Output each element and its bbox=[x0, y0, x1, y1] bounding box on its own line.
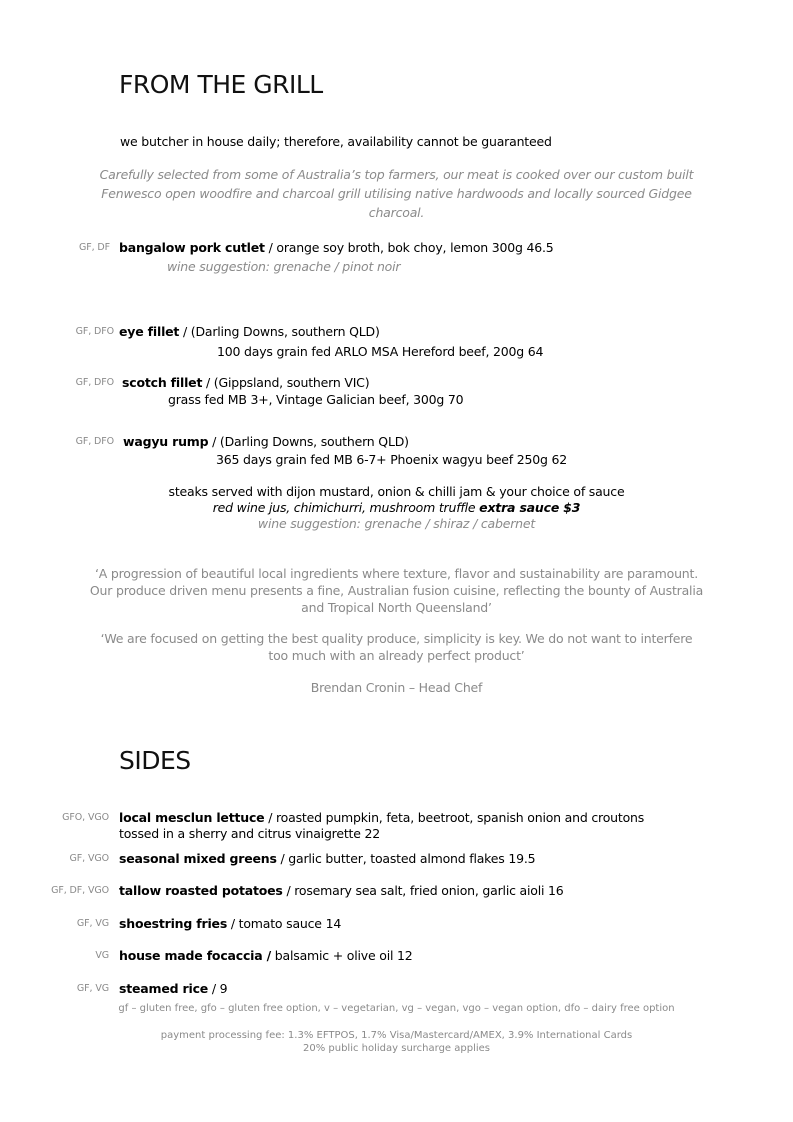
grill-intro bbox=[40, 165, 753, 222]
steaks-note: steaks served with dijon mustard, onion & chilli jam & your choice of sauce bbox=[168, 484, 625, 499]
item-name: bangalow pork cutlet bbox=[119, 240, 265, 255]
menu-item-scotch-fillet bbox=[122, 375, 369, 390]
item-detail: tossed in a sherry and citrus vinaigrette 22 bbox=[119, 826, 380, 841]
item-name: tallow roasted potatoes bbox=[119, 883, 283, 898]
wine-suggestion: wine suggestion: grenache / shiraz / cabernet bbox=[257, 516, 536, 531]
item-name: steamed rice bbox=[119, 981, 209, 996]
dietary-tag: GF, VGO bbox=[69, 853, 109, 864]
holiday-surcharge-note: 20% public holiday surcharge applies bbox=[302, 1043, 491, 1054]
grill-intro-line: charcoal. bbox=[368, 205, 425, 220]
dietary-tag: GF, DFO bbox=[75, 436, 114, 447]
item-name: house made focaccia / bbox=[119, 948, 272, 963]
item-desc: / garlic butter, toasted almond flakes 19.5 bbox=[276, 851, 536, 866]
menu-item-mesclun-lettuce bbox=[119, 810, 644, 825]
item-desc: balsamic + olive oil 12 bbox=[271, 948, 413, 963]
menu-item-pork-cutlet bbox=[119, 240, 554, 255]
dietary-tag: GF, DFO bbox=[75, 326, 114, 337]
item-name: eye fillet bbox=[119, 324, 180, 339]
extra-sauce-price: extra sauce $3 bbox=[479, 500, 581, 515]
item-name: local mesclun lettuce bbox=[119, 810, 265, 825]
dietary-tag: GF, VG bbox=[76, 918, 109, 929]
menu-item-eye-fillet bbox=[119, 324, 380, 339]
item-desc: / orange soy broth, bok choy, lemon 300g 46.5 bbox=[264, 240, 554, 255]
dietary-tag: GF, DFO bbox=[75, 377, 114, 388]
menu-item-mixed-greens bbox=[119, 851, 535, 866]
item-detail: 365 days grain fed MB 6-7+ Phoenix wagyu beef 250g 62 bbox=[216, 452, 568, 467]
menu-item-shoestring-fries bbox=[119, 916, 341, 931]
menu-item-focaccia bbox=[119, 948, 413, 963]
item-desc: / (Darling Downs, southern QLD) bbox=[208, 434, 409, 449]
chef-quote-1 bbox=[40, 565, 753, 616]
dietary-tag: GF, VG bbox=[76, 983, 109, 994]
sauce-list: red wine jus, chimichurri, mushroom truffle bbox=[212, 500, 480, 515]
chef-quote-2 bbox=[40, 630, 753, 664]
item-detail: grass fed MB 3+, Vintage Galician beef, 300g 70 bbox=[168, 392, 464, 407]
dietary-tag: GF, DF, VGO bbox=[51, 885, 109, 896]
wine-suggestion: wine suggestion: grenache / pinot noir bbox=[167, 259, 401, 274]
item-desc: / (Darling Downs, southern QLD) bbox=[179, 324, 380, 339]
item-desc: / (Gippsland, southern VIC) bbox=[202, 375, 370, 390]
grill-intro-line: Fenwesco open woodfire and charcoal grill utilising native hardwoods and locally sourced Gidgee bbox=[101, 186, 692, 201]
quote-line: and Tropical North Queensland’ bbox=[301, 600, 492, 615]
sides-heading: SIDES bbox=[119, 746, 191, 775]
item-detail: 100 days grain fed ARLO MSA Hereford beef, 200g 64 bbox=[217, 344, 544, 359]
quote-line: ‘A progression of beautiful local ingredients where texture, flavor and sustainability are paramount. bbox=[95, 566, 698, 581]
quote-line: ‘We are focused on getting the best quality produce, simplicity is key. We do not want to interfere bbox=[100, 631, 693, 646]
menu-item-wagyu-rump bbox=[123, 434, 409, 449]
dietary-tag: GF, DF bbox=[78, 242, 110, 253]
item-desc: / tomato sauce 14 bbox=[227, 916, 342, 931]
chef-signature: Brendan Cronin – Head Chef bbox=[310, 680, 483, 695]
item-desc: / rosemary sea salt, fried onion, garlic aioli 16 bbox=[282, 883, 564, 898]
dietary-legend: gf – gluten free, gfo – gluten free option, v – vegetarian, vg – vegan, vgo – vegan option, dfo – dairy free option bbox=[118, 1003, 675, 1014]
quote-line: too much with an already perfect product’ bbox=[268, 648, 525, 663]
item-desc: / 9 bbox=[208, 981, 228, 996]
item-desc: / roasted pumpkin, feta, beetroot, spanish onion and croutons bbox=[264, 810, 645, 825]
grill-tagline: we butcher in house daily; therefore, availability cannot be guaranteed bbox=[120, 134, 552, 149]
quote-line: Our produce driven menu presents a fine, Australian fusion cuisine, reflecting the bounty of Australia bbox=[89, 583, 704, 598]
grill-intro-line: Carefully selected from some of Australia’s top farmers, our meat is cooked over our custom built bbox=[99, 167, 694, 182]
menu-item-steamed-rice bbox=[119, 981, 227, 996]
sauce-options bbox=[40, 500, 753, 515]
payment-fee-note: payment processing fee: 1.3% EFTPOS, 1.7% Visa/Mastercard/AMEX, 3.9% International Cards bbox=[160, 1030, 633, 1041]
grill-heading: FROM THE GRILL bbox=[119, 70, 323, 99]
item-name: seasonal mixed greens bbox=[119, 851, 277, 866]
item-name: shoestring fries bbox=[119, 916, 228, 931]
item-name: scotch fillet bbox=[122, 375, 203, 390]
item-name: wagyu rump bbox=[123, 434, 209, 449]
menu-item-roasted-potatoes bbox=[119, 883, 564, 898]
dietary-tag: VG bbox=[95, 950, 109, 961]
dietary-tag: GFO, VGO bbox=[62, 812, 109, 823]
